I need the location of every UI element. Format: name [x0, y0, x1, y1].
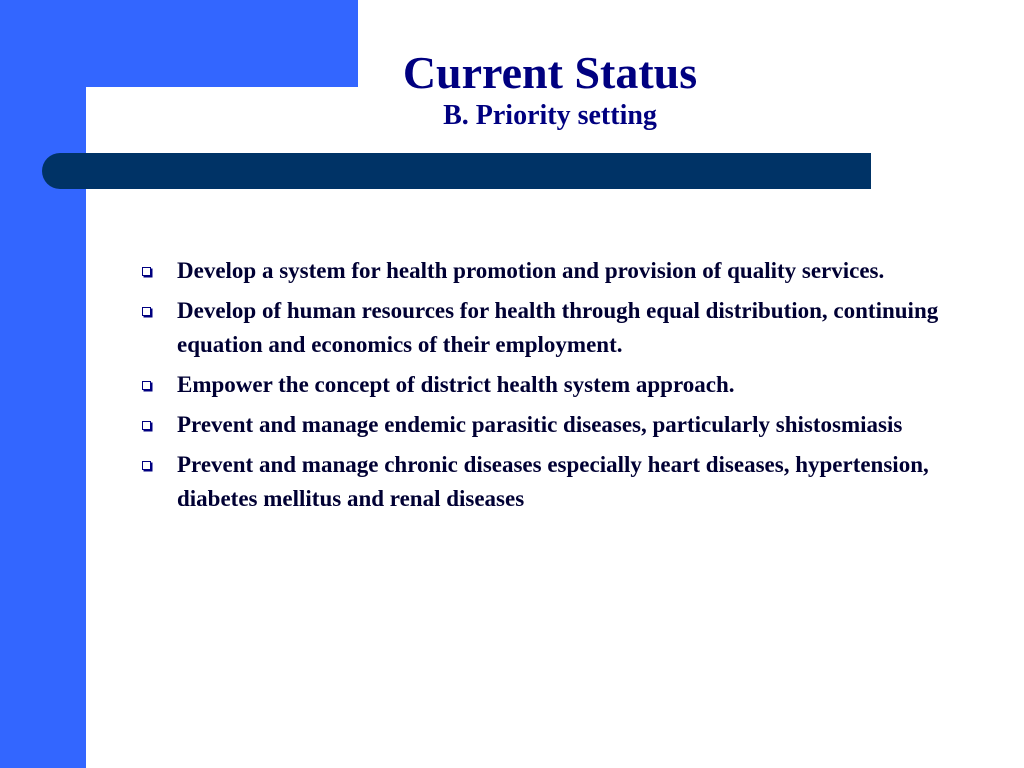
square-bullet-icon	[142, 381, 151, 390]
slide-subtitle: B. Priority setting	[443, 100, 657, 131]
bullet-text: Develop a system for health promotion and provision of quality services.	[177, 258, 885, 283]
bullet-text: Prevent and manage chronic diseases especially heart diseases, hypertension, diabetes mellitus and renal diseases	[177, 452, 929, 511]
bullet-item	[136, 448, 996, 516]
bullet-text: Prevent and manage endemic parasitic diseases, particularly shistosmiasis	[177, 412, 903, 437]
bullet-list	[136, 254, 996, 522]
bullet-text: Empower the concept of district health system approach.	[177, 372, 735, 397]
title-divider-bar	[42, 153, 871, 189]
square-bullet-icon	[142, 421, 151, 430]
title-block	[360, 46, 740, 132]
square-bullet-icon	[142, 267, 151, 276]
slide-title: Current Status	[402, 47, 698, 98]
bullet-text: Develop of human resources for health through equal distribution, continuing equation and economics of their employment.	[177, 298, 939, 357]
bullet-item	[136, 408, 996, 442]
bullet-item	[136, 368, 996, 402]
accent-corner-curve	[86, 87, 146, 147]
top-accent-panel	[0, 0, 358, 87]
square-bullet-icon	[142, 461, 151, 470]
left-accent-panel	[0, 0, 86, 768]
bullet-item	[136, 294, 996, 362]
bullet-item	[136, 254, 996, 288]
square-bullet-icon	[142, 307, 151, 316]
